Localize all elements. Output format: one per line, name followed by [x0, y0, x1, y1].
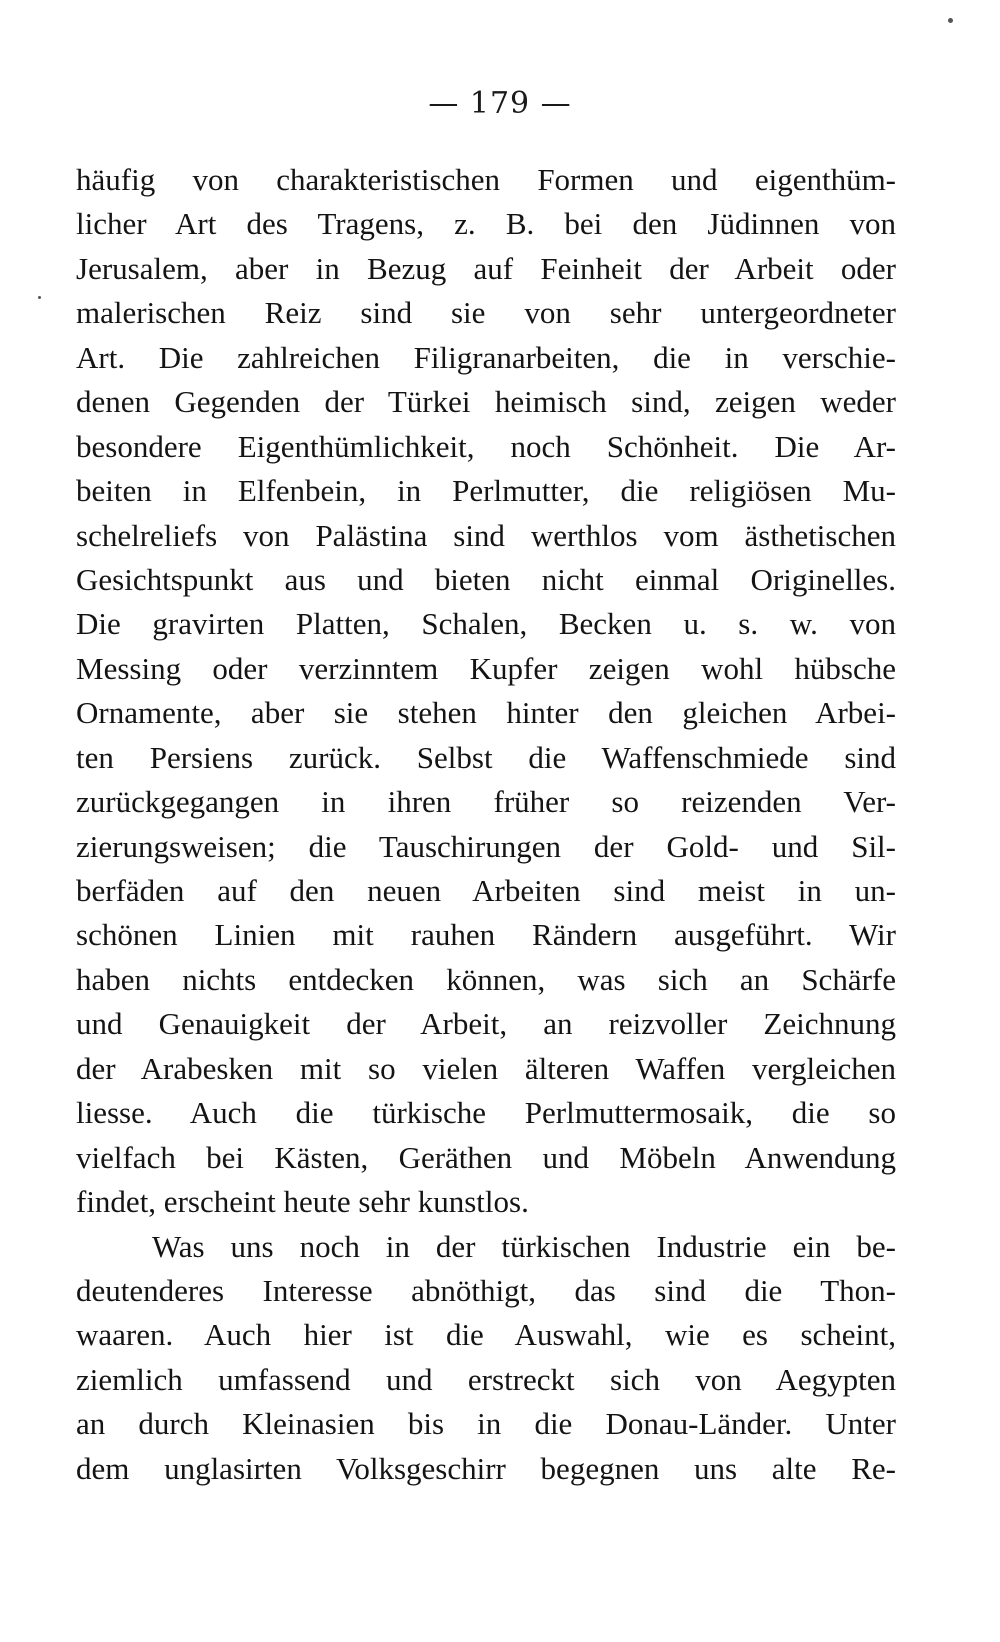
text-line: und Genauigkeit der Arbeit, an reizvoller Zeichnung: [76, 1006, 896, 1042]
text-line: Gesichtspunkt aus und bieten nicht einmal Originelles.: [76, 561, 896, 597]
text-line: Ornamente, aber sie stehen hinter den gleichen Arbei-: [76, 695, 896, 731]
scan-speck: [38, 296, 41, 299]
text-line: zurückgegangen in ihren früher so reizenden Ver-: [76, 784, 896, 820]
text-line: vielfach bei Kästen, Geräthen und Möbeln Anwendung: [76, 1139, 896, 1175]
text-line: berfäden auf den neuen Arbeiten sind meist in un-: [76, 873, 896, 908]
paragraph-end-line: findet, erscheint heute sehr kunstlos.: [76, 1184, 529, 1220]
text-line: häufig von charakteristischen Formen und eigenthüm-: [76, 162, 896, 197]
paragraph-start-line: Was uns noch in der türkischen Industrie ein be-: [152, 1228, 896, 1264]
text-line: deutenderes Interesse abnöthigt, das sind die Thon-: [76, 1272, 896, 1308]
text-line: schelreliefs von Palästina sind werthlos vom ästhetischen: [76, 517, 896, 553]
text-line: dem unglasirten Volksgeschirr begegnen uns alte Re-: [76, 1450, 896, 1486]
text-line: malerischen Reiz sind sie von sehr untergeordneter: [76, 295, 896, 331]
text-line: beiten in Elfenbein, in Perlmutter, die religiösen Mu-: [76, 473, 896, 509]
scan-speck: [948, 18, 953, 23]
text-line: besondere Eigenthümlichkeit, noch Schönheit. Die Ar-: [76, 428, 896, 464]
text-line: ten Persiens zurück. Selbst die Waffenschmiede sind: [76, 739, 896, 775]
text-line: der Arabesken mit so vielen älteren Waffen vergleichen: [76, 1050, 896, 1086]
body-text: [76, 158, 896, 1491]
text-line: an durch Kleinasien bis in die Donau-Länder. Unter: [76, 1406, 896, 1442]
text-line: Art. Die zahlreichen Filigranarbeiten, die in verschie-: [76, 339, 896, 375]
text-line: Jerusalem, aber in Bezug auf Feinheit der Arbeit oder: [76, 250, 896, 286]
text-line: zierungsweisen; die Tauschirungen der Gold- und Sil-: [76, 828, 896, 864]
page-number: — 179 —: [428, 86, 572, 121]
text-line: Die gravirten Platten, Schalen, Becken u. s. w. von: [76, 606, 896, 642]
text-line: liesse. Auch die türkische Perlmuttermosaik, die so: [76, 1095, 896, 1131]
text-line: ziemlich umfassend und erstreckt sich von Aegypten: [76, 1361, 896, 1397]
text-line: Messing oder verzinntem Kupfer zeigen wohl hübsche: [76, 650, 896, 686]
text-line: schönen Linien mit rauhen Rändern ausgeführt. Wir: [76, 917, 896, 953]
text-line: waaren. Auch hier ist die Auswahl, wie es scheint,: [76, 1317, 896, 1353]
text-line: licher Art des Tragens, z. B. bei den Jüdinnen von: [76, 206, 896, 242]
text-line: denen Gegenden der Türkei heimisch sind, zeigen weder: [76, 384, 896, 420]
text-line: haben nichts entdecken können, was sich an Schärfe: [76, 961, 896, 997]
